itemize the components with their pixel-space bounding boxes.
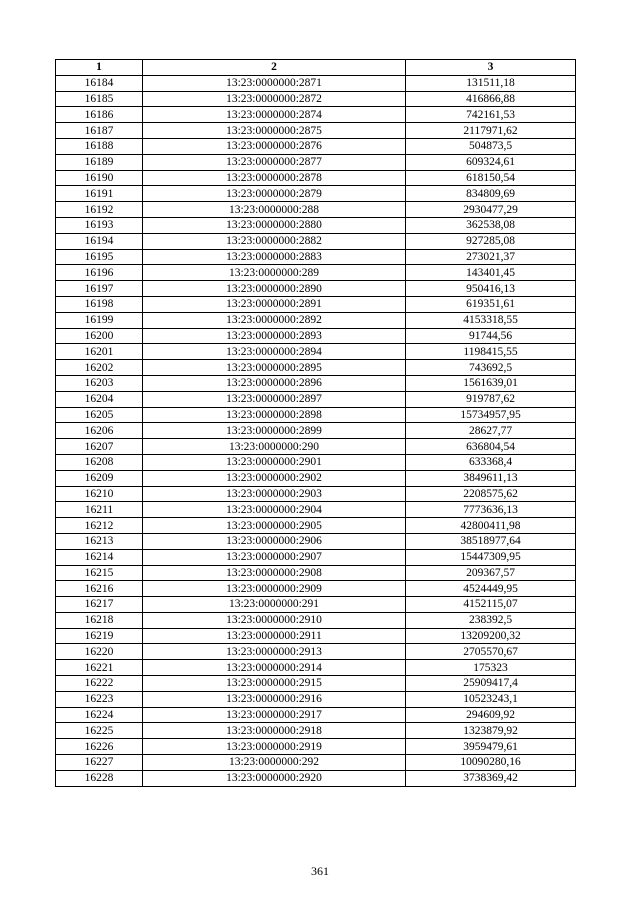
value-cell: 13209200,32 — [406, 628, 576, 644]
row-number-cell: 16218 — [56, 612, 143, 628]
row-number-cell: 16196 — [56, 265, 143, 281]
value-cell: 10090280,16 — [406, 755, 576, 771]
cadastral-number-cell: 13:23:0000000:2917 — [143, 707, 406, 723]
value-cell: 25909417,4 — [406, 676, 576, 692]
row-number-cell: 16219 — [56, 628, 143, 644]
row-number-cell: 16215 — [56, 565, 143, 581]
value-cell: 3849611,13 — [406, 470, 576, 486]
row-number-cell: 16204 — [56, 391, 143, 407]
row-number-cell: 16191 — [56, 186, 143, 202]
table-row — [56, 470, 576, 486]
column-header-2: 2 — [143, 60, 406, 76]
table-row — [56, 660, 576, 676]
cadastral-number-cell: 13:23:0000000:2877 — [143, 154, 406, 170]
table-row — [56, 249, 576, 265]
value-cell: 504873,5 — [406, 138, 576, 154]
table-row — [56, 296, 576, 312]
value-cell: 2930477,29 — [406, 202, 576, 218]
cadastral-number-cell: 13:23:0000000:2895 — [143, 360, 406, 376]
row-number-cell: 16195 — [56, 249, 143, 265]
cadastral-number-cell: 13:23:0000000:2883 — [143, 249, 406, 265]
row-number-cell: 16198 — [56, 296, 143, 312]
table-row — [56, 723, 576, 739]
value-cell: 2117971,62 — [406, 123, 576, 139]
value-cell: 1561639,01 — [406, 375, 576, 391]
value-cell: 950416,13 — [406, 281, 576, 297]
row-number-cell: 16228 — [56, 770, 143, 786]
table-row — [56, 439, 576, 455]
cadastral-number-cell: 13:23:0000000:2919 — [143, 739, 406, 755]
row-number-cell: 16199 — [56, 312, 143, 328]
cadastral-number-cell: 13:23:0000000:2913 — [143, 644, 406, 660]
value-cell: 131511,18 — [406, 75, 576, 91]
row-number-cell: 16208 — [56, 454, 143, 470]
row-number-cell: 16206 — [56, 423, 143, 439]
value-cell: 919787,62 — [406, 391, 576, 407]
row-number-cell: 16187 — [56, 123, 143, 139]
row-number-cell: 16185 — [56, 91, 143, 107]
value-cell: 143401,45 — [406, 265, 576, 281]
value-cell: 28627,77 — [406, 423, 576, 439]
row-number-cell: 16221 — [56, 660, 143, 676]
table-row — [56, 217, 576, 233]
cadastral-number-cell: 13:23:0000000:2876 — [143, 138, 406, 154]
table-row — [56, 107, 576, 123]
row-number-cell: 16201 — [56, 344, 143, 360]
value-cell: 91744,56 — [406, 328, 576, 344]
row-number-cell: 16200 — [56, 328, 143, 344]
row-number-cell: 16205 — [56, 407, 143, 423]
table-row — [56, 138, 576, 154]
cadastral-number-cell: 13:23:0000000:2909 — [143, 581, 406, 597]
row-number-cell: 16184 — [56, 75, 143, 91]
table-row — [56, 312, 576, 328]
row-number-cell: 16194 — [56, 233, 143, 249]
value-cell: 636804,54 — [406, 439, 576, 455]
value-cell: 15447309,95 — [406, 549, 576, 565]
row-number-cell: 16192 — [56, 202, 143, 218]
cadastral-number-cell: 13:23:0000000:291 — [143, 597, 406, 613]
cadastral-number-cell: 13:23:0000000:2901 — [143, 454, 406, 470]
table-row — [56, 75, 576, 91]
cadastral-number-cell: 13:23:0000000:289 — [143, 265, 406, 281]
cadastral-number-cell: 13:23:0000000:2871 — [143, 75, 406, 91]
cadastral-number-cell: 13:23:0000000:2914 — [143, 660, 406, 676]
row-number-cell: 16217 — [56, 597, 143, 613]
value-cell: 238392,5 — [406, 612, 576, 628]
table-row — [56, 549, 576, 565]
value-cell: 742161,53 — [406, 107, 576, 123]
table-row — [56, 375, 576, 391]
value-cell: 1323879,92 — [406, 723, 576, 739]
row-number-cell: 16202 — [56, 360, 143, 376]
row-number-cell: 16222 — [56, 676, 143, 692]
cadastral-number-cell: 13:23:0000000:2903 — [143, 486, 406, 502]
cadastral-number-cell: 13:23:0000000:288 — [143, 202, 406, 218]
cadastral-number-cell: 13:23:0000000:2893 — [143, 328, 406, 344]
cadastral-number-cell: 13:23:0000000:2915 — [143, 676, 406, 692]
value-cell: 927285,08 — [406, 233, 576, 249]
row-number-cell: 16211 — [56, 502, 143, 518]
table-row — [56, 265, 576, 281]
value-cell: 619351,61 — [406, 296, 576, 312]
cadastral-number-cell: 13:23:0000000:290 — [143, 439, 406, 455]
value-cell: 362538,08 — [406, 217, 576, 233]
row-number-cell: 16225 — [56, 723, 143, 739]
row-number-cell: 16223 — [56, 691, 143, 707]
row-number-cell: 16188 — [56, 138, 143, 154]
row-number-cell: 16186 — [56, 107, 143, 123]
table-row — [56, 628, 576, 644]
value-cell: 4524449,95 — [406, 581, 576, 597]
value-cell: 743692,5 — [406, 360, 576, 376]
table-row — [56, 391, 576, 407]
table-row — [56, 597, 576, 613]
table-row — [56, 486, 576, 502]
table-row — [56, 328, 576, 344]
value-cell: 3738369,42 — [406, 770, 576, 786]
cadastral-number-cell: 13:23:0000000:2902 — [143, 470, 406, 486]
cadastral-number-cell: 13:23:0000000:2890 — [143, 281, 406, 297]
cadastral-number-cell: 13:23:0000000:2916 — [143, 691, 406, 707]
table-row — [56, 739, 576, 755]
cadastral-number-cell: 13:23:0000000:2875 — [143, 123, 406, 139]
row-number-cell: 16226 — [56, 739, 143, 755]
table-row — [56, 407, 576, 423]
row-number-cell: 16216 — [56, 581, 143, 597]
value-cell: 10523243,1 — [406, 691, 576, 707]
cadastral-number-cell: 13:23:0000000:2910 — [143, 612, 406, 628]
row-number-cell: 16227 — [56, 755, 143, 771]
table-row — [56, 154, 576, 170]
table-row — [56, 533, 576, 549]
table-row — [56, 123, 576, 139]
table-row — [56, 502, 576, 518]
table-row — [56, 202, 576, 218]
cadastral-number-cell: 13:23:0000000:2904 — [143, 502, 406, 518]
row-number-cell: 16209 — [56, 470, 143, 486]
table-row — [56, 186, 576, 202]
row-number-cell: 16224 — [56, 707, 143, 723]
page-number: 361 — [311, 864, 329, 878]
cadastral-number-cell: 13:23:0000000:292 — [143, 755, 406, 771]
table-row — [56, 454, 576, 470]
value-cell: 15734957,95 — [406, 407, 576, 423]
table-row — [56, 770, 576, 786]
row-number-cell: 16197 — [56, 281, 143, 297]
row-number-cell: 16189 — [56, 154, 143, 170]
value-cell: 175323 — [406, 660, 576, 676]
row-number-cell: 16210 — [56, 486, 143, 502]
value-cell: 618150,54 — [406, 170, 576, 186]
value-cell: 4152115,07 — [406, 597, 576, 613]
value-cell: 834809,69 — [406, 186, 576, 202]
row-number-cell: 16193 — [56, 217, 143, 233]
table-row — [56, 360, 576, 376]
cadastral-number-cell: 13:23:0000000:2891 — [143, 296, 406, 312]
value-cell: 633368,4 — [406, 454, 576, 470]
value-cell: 7773636,13 — [406, 502, 576, 518]
value-cell: 42800411,98 — [406, 518, 576, 534]
table-row — [56, 691, 576, 707]
table-row — [56, 707, 576, 723]
value-cell: 38518977,64 — [406, 533, 576, 549]
table-row — [56, 755, 576, 771]
cadastral-number-cell: 13:23:0000000:2874 — [143, 107, 406, 123]
cadastral-number-cell: 13:23:0000000:2892 — [143, 312, 406, 328]
row-number-cell: 16203 — [56, 375, 143, 391]
table-row — [56, 612, 576, 628]
value-cell: 4153318,55 — [406, 312, 576, 328]
row-number-cell: 16213 — [56, 533, 143, 549]
cadastral-number-cell: 13:23:0000000:2896 — [143, 375, 406, 391]
table-row — [56, 281, 576, 297]
table-row — [56, 344, 576, 360]
value-cell: 416866,88 — [406, 91, 576, 107]
cadastral-number-cell: 13:23:0000000:2880 — [143, 217, 406, 233]
cadastral-number-cell: 13:23:0000000:2879 — [143, 186, 406, 202]
cadastral-number-cell: 13:23:0000000:2882 — [143, 233, 406, 249]
cadastral-number-cell: 13:23:0000000:2920 — [143, 770, 406, 786]
cadastral-number-cell: 13:23:0000000:2897 — [143, 391, 406, 407]
cadastral-number-cell: 13:23:0000000:2908 — [143, 565, 406, 581]
cadastral-number-cell: 13:23:0000000:2907 — [143, 549, 406, 565]
table-row — [56, 518, 576, 534]
value-cell: 209367,57 — [406, 565, 576, 581]
row-number-cell: 16214 — [56, 549, 143, 565]
table-row — [56, 676, 576, 692]
cadastral-number-cell: 13:23:0000000:2878 — [143, 170, 406, 186]
value-cell: 294609,92 — [406, 707, 576, 723]
row-number-cell: 16212 — [56, 518, 143, 534]
row-number-cell: 16220 — [56, 644, 143, 660]
cadastral-number-cell: 13:23:0000000:2906 — [143, 533, 406, 549]
table-row — [56, 565, 576, 581]
value-cell: 273021,37 — [406, 249, 576, 265]
row-number-cell: 16190 — [56, 170, 143, 186]
cadastral-number-cell: 13:23:0000000:2905 — [143, 518, 406, 534]
table-body — [56, 75, 576, 786]
cadastral-number-cell: 13:23:0000000:2872 — [143, 91, 406, 107]
table-row — [56, 423, 576, 439]
value-cell: 1198415,55 — [406, 344, 576, 360]
table-row — [56, 581, 576, 597]
table-row — [56, 233, 576, 249]
table-row — [56, 644, 576, 660]
table-row — [56, 170, 576, 186]
table-row — [56, 91, 576, 107]
data-table — [55, 59, 576, 787]
cadastral-number-cell: 13:23:0000000:2911 — [143, 628, 406, 644]
cadastral-number-cell: 13:23:0000000:2899 — [143, 423, 406, 439]
cadastral-number-cell: 13:23:0000000:2894 — [143, 344, 406, 360]
header-row — [56, 60, 576, 76]
cadastral-number-cell: 13:23:0000000:2918 — [143, 723, 406, 739]
value-cell: 609324,61 — [406, 154, 576, 170]
value-cell: 2208575,62 — [406, 486, 576, 502]
column-header-3: 3 — [406, 60, 576, 76]
row-number-cell: 16207 — [56, 439, 143, 455]
value-cell: 2705570,67 — [406, 644, 576, 660]
value-cell: 3959479,61 — [406, 739, 576, 755]
column-header-1: 1 — [56, 60, 143, 76]
cadastral-number-cell: 13:23:0000000:2898 — [143, 407, 406, 423]
